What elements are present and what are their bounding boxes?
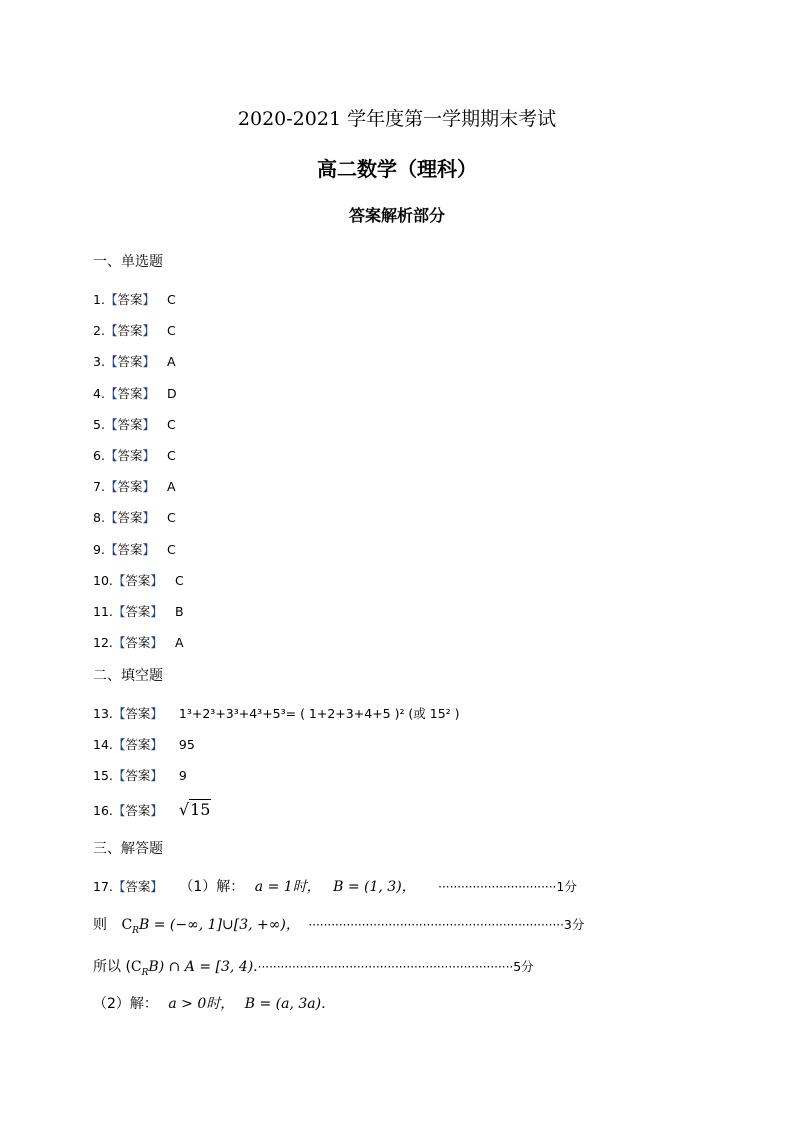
- answer-value: C: [166, 448, 176, 463]
- line-prefix: 所以 (: [93, 959, 131, 975]
- exam-title: 2020-2021 学年度第一学期期末考试: [237, 108, 557, 130]
- section-heading: 答案解析部分: [348, 206, 445, 225]
- answer-value: 95: [178, 737, 195, 752]
- answer-tag: 【答案】: [112, 635, 163, 650]
- question-number: 3.: [93, 354, 105, 369]
- answer-value: A: [166, 354, 176, 369]
- answer-tag: 【答案】: [104, 510, 155, 525]
- complement-expression: $C_RB$ = (−∞, 1]∪[3, +∞)，: [121, 917, 300, 936]
- choice-answer-row: [93, 540, 176, 558]
- answer-value: A: [166, 479, 176, 494]
- answer-tag: 【答案】: [104, 417, 155, 432]
- question-number: 12.: [93, 635, 113, 650]
- sqrt-expression: √15: [178, 800, 211, 819]
- question-number: 15.: [93, 768, 113, 783]
- answer-tag: 【答案】: [104, 292, 155, 307]
- choice-answer-row: [93, 446, 176, 464]
- question-number: 16.: [93, 803, 113, 818]
- choice-answer-row: [93, 633, 184, 651]
- fill-answer-14: [93, 735, 195, 753]
- choice-answer-row: [93, 508, 176, 526]
- answer-tag: 【答案】: [104, 354, 155, 369]
- q17-part2: [93, 993, 326, 1013]
- question-number: 11.: [93, 604, 113, 619]
- section-single-choice: 一、单选题: [93, 254, 163, 270]
- q17-line3: [93, 956, 534, 978]
- answer-tag: 【答案】: [104, 323, 155, 338]
- question-number: 10.: [93, 573, 113, 588]
- q17-line2: [93, 914, 584, 936]
- part2-expression: B = (a, 3a).: [244, 996, 326, 1012]
- part1-label: （1）解：: [179, 879, 245, 895]
- answer-tag: 【答案】: [104, 542, 155, 557]
- answer-tag: 【答案】: [104, 448, 155, 463]
- leader-dots: ···································································: [257, 960, 514, 974]
- leader-dots: ···································································: [308, 918, 564, 932]
- fill-answer-13: [93, 704, 460, 722]
- section-solutions: 三、解答题: [93, 841, 163, 857]
- answer-tag: 【答案】: [112, 573, 163, 588]
- choice-answer-row: [93, 415, 176, 433]
- fill-answer-15: [93, 766, 187, 784]
- answer-tag: 【答案】: [112, 803, 163, 818]
- answer-tag: 【答案】: [104, 386, 155, 401]
- answer-value: 1³+2³+3³+4³+5³= ( 1+2+3+4+5 )² (或 15² ): [178, 706, 460, 721]
- part1-expression: B = (1, 3)，: [333, 879, 416, 895]
- score: 1分: [556, 879, 577, 894]
- part2-label: （2）解：: [93, 996, 158, 1012]
- score: 3分: [563, 917, 585, 932]
- answer-value: C: [174, 573, 184, 588]
- answer-tag: 【答案】: [104, 479, 155, 494]
- choice-answer-row: [93, 290, 176, 308]
- q17-line1: [93, 876, 577, 896]
- part2-condition: a > 0时，: [168, 996, 235, 1012]
- answer-value: C: [166, 323, 176, 338]
- answer-value: C: [166, 542, 176, 557]
- leader-dots: ·······························: [438, 880, 557, 894]
- question-number: 4.: [93, 386, 105, 401]
- answer-value: A: [174, 635, 184, 650]
- answer-tag: 【答案】: [112, 768, 163, 783]
- answer-tag: 【答案】: [112, 706, 163, 721]
- answer-tag: 【答案】: [112, 737, 163, 752]
- choice-answer-row: [93, 321, 176, 339]
- score: 5分: [513, 959, 534, 974]
- line-prefix: 则: [93, 917, 107, 933]
- answer-value: C: [166, 292, 176, 307]
- question-number: 5.: [93, 417, 105, 432]
- answer-value: 9: [178, 768, 187, 783]
- answer-value: D: [166, 386, 177, 401]
- choice-answer-row: [93, 571, 184, 589]
- answer-tag: 【答案】: [112, 604, 163, 619]
- choice-answer-row: [93, 602, 184, 620]
- choice-answer-row: [93, 477, 176, 495]
- part1-condition: a = 1时，: [254, 879, 321, 895]
- fill-answer-16: [93, 800, 211, 819]
- answer-value: C: [166, 417, 176, 432]
- question-number: 6.: [93, 448, 105, 463]
- section-fill-blank: 二、填空题: [93, 668, 163, 684]
- choice-answer-row: [93, 352, 176, 370]
- exam-subtitle: 高二数学（理科）: [317, 157, 477, 181]
- question-number: 14.: [93, 737, 113, 752]
- question-number: 1.: [93, 292, 105, 307]
- answer-tag: 【答案】: [112, 879, 163, 894]
- question-number: 2.: [93, 323, 105, 338]
- question-number: 13.: [93, 706, 113, 721]
- answer-value: C: [166, 510, 176, 525]
- question-number: 9.: [93, 542, 105, 557]
- question-number: 17.: [93, 879, 113, 894]
- question-number: 8.: [93, 510, 105, 525]
- choice-answer-row: [93, 384, 177, 402]
- question-number: 7.: [93, 479, 105, 494]
- answer-value: B: [174, 604, 184, 619]
- intersection-expression: $C_RB$) ∩ A = [3, 4).: [130, 959, 258, 978]
